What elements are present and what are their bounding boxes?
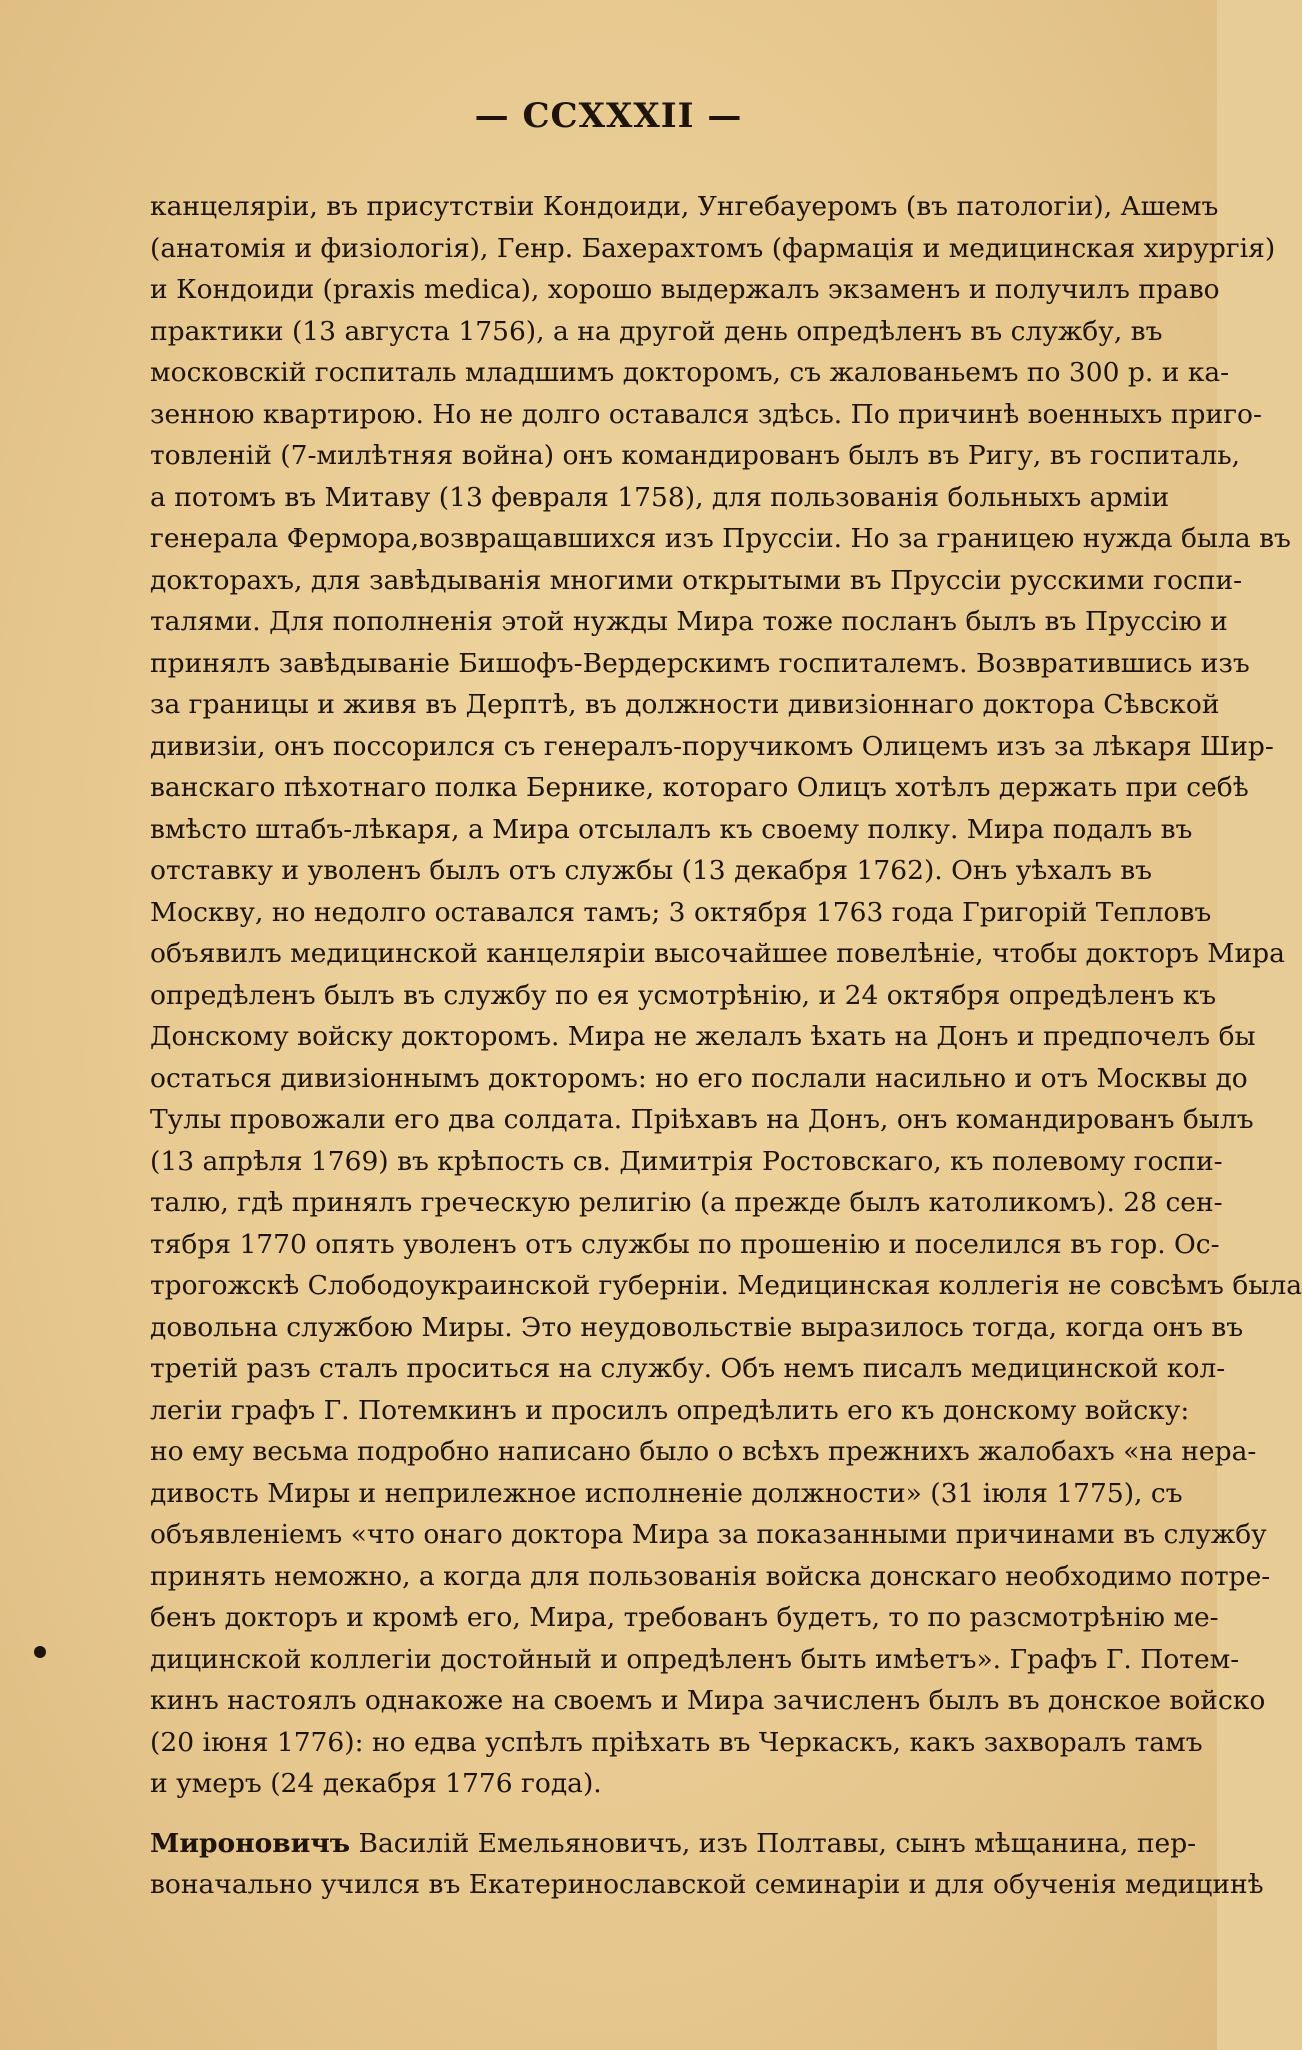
text-line: талю, гдѣ принялъ греческую религію (а прежде былъ католикомъ). 28 сен-: [150, 1187, 1223, 1218]
text-line: дицинской коллегіи достойный и опредѣленъ быть имѣетъ». Графъ Г. Потем-: [150, 1643, 1240, 1675]
text-line: отставку и уволенъ былъ отъ службы (13 декабря 1762). Онъ уѣхалъ въ: [150, 855, 1153, 886]
text-line: практики (13 августа 1756), а на другой день опредѣленъ въ службу, въ: [150, 315, 1163, 347]
text-line: довольна службою Миры. Это неудовольствіе выразилось тогда, когда онъ въ: [150, 1311, 1244, 1343]
body-text: [150, 186, 1302, 1906]
text-line: товленій (7-милѣтняя война) онъ командированъ былъ въ Ригу, въ госпиталь,: [150, 440, 1241, 471]
text-line: бенъ докторъ и кромѣ его, Мира, требованъ будетъ, то по разсмотрѣнію ме-: [150, 1602, 1219, 1633]
text-line: Тулы провожали его два солдата. Пріѣхавъ на Донъ, онъ командированъ былъ: [150, 1104, 1254, 1135]
paragraph-mironovich: [150, 1823, 1264, 1906]
text-line: Донскому войску докторомъ. Мира не желалъ ѣхать на Донъ и предпочелъ бы: [150, 1021, 1256, 1052]
text-line: дивость Миры и неприлежное исполненіе должности» (31 іюля 1775), съ: [150, 1477, 1183, 1509]
text-line: легіи графъ Г. Потемкинъ и просилъ опредѣлить его къ донскому войску:: [150, 1394, 1190, 1426]
text-line: принялъ завѣдываніе Бишофъ-Вердерскимъ госпиталемъ. Возвратившись изъ: [150, 647, 1250, 679]
text-line: и Кондоиди (praxis medica), хорошо выдержалъ экзаменъ и получилъ право: [150, 274, 1220, 305]
text-line: кинъ настоялъ однакоже на своемъ и Мира зачисленъ былъ въ донское войско: [150, 1685, 1266, 1716]
page-number: — CCXXXII —: [474, 96, 743, 136]
text-line: опредѣленъ былъ въ службу по ея усмотрѣнію, и 24 октября опредѣленъ къ: [150, 979, 1217, 1011]
text-line: (13 апрѣля 1769) въ крѣпость св. Димитрія Ростовскаго, къ полевому госпи-: [150, 1145, 1223, 1177]
text-line: генерала Фермора,возвращавшихся изъ Пруссіи. Но за границею нужда была въ: [150, 523, 1291, 554]
text-line: Москву, но недолго оставался тамъ; 3 октября 1763 года Григорій Тепловъ: [150, 896, 1212, 928]
text-line: остаться дивизіоннымъ докторомъ: но его послали насильно и отъ Москвы до: [150, 1062, 1248, 1094]
text-line: московскій госпиталь младшимъ докторомъ, съ жалованьемъ по 300 р. и ка-: [150, 357, 1230, 388]
text-line: объявилъ медицинской канцеляріи высочайшее повелѣніе, чтобы докторъ Мира: [150, 938, 1285, 969]
ink-spot: [34, 1646, 46, 1658]
text-line: третій разъ сталъ проситься на службу. Объ немъ писалъ медицинской кол-: [150, 1353, 1226, 1384]
text-line: воначально учился въ Екатеринославской семинаріи и для обученія медицинѣ: [150, 1869, 1264, 1900]
text-line: а потомъ въ Митаву (13 февраля 1758), для пользованія больныхъ арміи: [150, 481, 1170, 513]
text-line: [150, 1823, 1197, 1865]
text-line: трогожскѣ Слободоукраинской губерніи. Медицинская коллегія не совсѣмъ была: [150, 1270, 1302, 1301]
text-line: (20 іюня 1776): но едва успѣлъ пріѣхать въ Черкаскъ, какъ захворалъ тамъ: [150, 1726, 1203, 1758]
text-line: (анатомія и физіологія), Генр. Бахерахтомъ (фармація и медицинская хирургія): [150, 232, 1276, 264]
text-line: но ему весьма подробно написано было о всѣхъ прежнихъ жалобахъ «на нера-: [150, 1436, 1257, 1467]
text-line: канцеляріи, въ присутствіи Кондоиди, Унгебауеромъ (въ патологіи), Ашемъ: [150, 191, 1219, 222]
text-line: принять неможно, а когда для пользованія войска донскаго необходимо потре-: [150, 1560, 1271, 1592]
text-line: талями. Для пополненія этой нужды Мира тоже посланъ былъ въ Пруссію и: [150, 606, 1228, 637]
text-line: докторахъ, для завѣдыванія многими открытыми въ Пруссіи русскими госпи-: [150, 564, 1243, 596]
paragraph-mira: [150, 186, 1302, 1805]
text-line: за границы и живя въ Дерптѣ, въ должности дивизіоннаго доктора Сѣвской: [150, 689, 1220, 720]
text-line: дивизіи, онъ поссорился съ генералъ-поручикомъ Олицемъ изъ за лѣкаря Шир-: [150, 730, 1274, 762]
text-line: объявленіемъ «что онаго доктора Мира за показанными причинами въ службу: [150, 1519, 1267, 1550]
text-line: тября 1770 опять уволенъ отъ службы по прошенію и поселился въ гор. Ос-: [150, 1228, 1220, 1260]
text-line: и умеръ (24 декабря 1776 года).: [150, 1768, 602, 1799]
text-line: ванскаго пѣхотнаго полка Бернике, котораго Олицъ хотѣлъ держать при себѣ: [150, 772, 1249, 803]
text-line: зенною квартирою. Но не долго оставался здѣсь. По причинѣ военныхъ приго-: [150, 398, 1262, 430]
text-line: вмѣсто штабъ-лѣкаря, а Мира отсылалъ къ своему полку. Мира подалъ въ: [150, 813, 1193, 845]
entry-name: Мироновичъ: [150, 1827, 351, 1859]
entry-text: Василій Емельяновичъ, изъ Полтавы, сынъ мѣщанина, пер-: [350, 1827, 1197, 1859]
